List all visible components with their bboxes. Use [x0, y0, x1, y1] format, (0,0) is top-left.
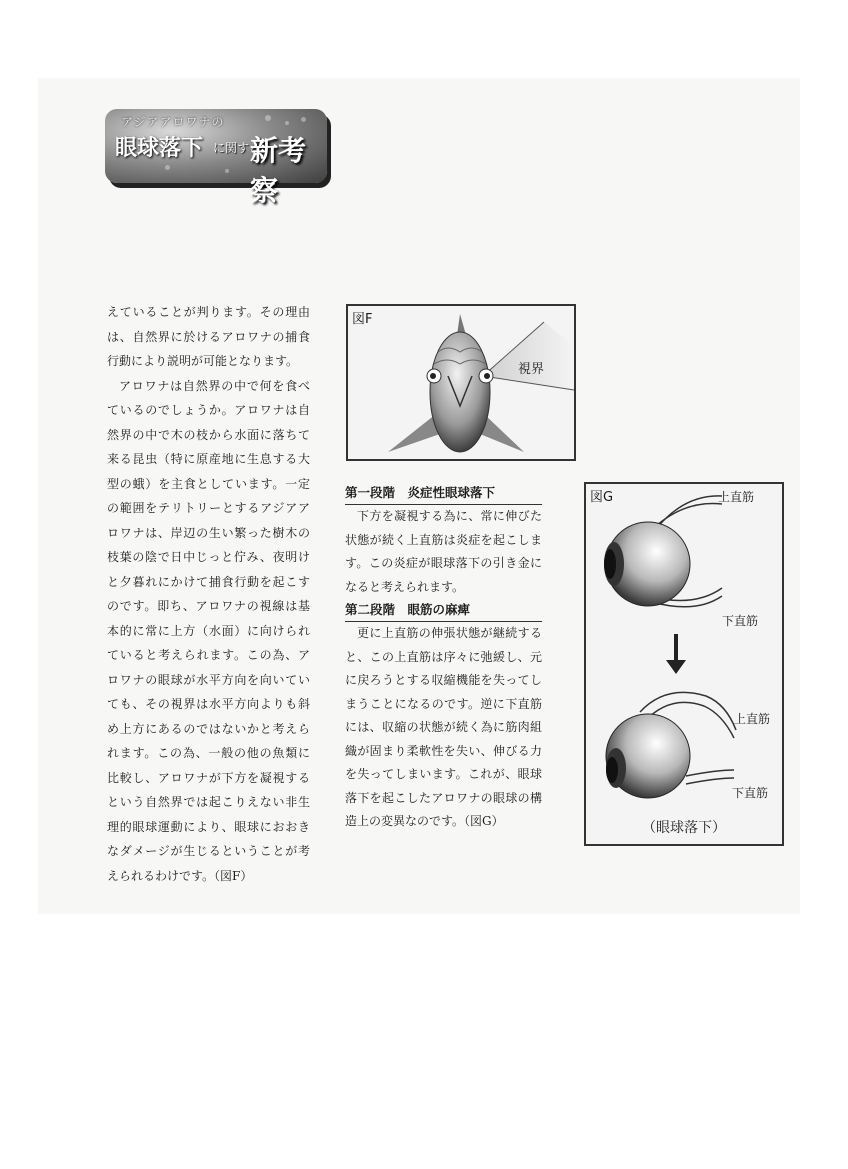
lower-muscle-label: 下直筋 [722, 614, 759, 628]
banner-big-title: 新考察 [250, 134, 307, 207]
water-drop [165, 165, 170, 170]
lower-muscle-label: 下直筋 [732, 786, 769, 800]
banner-subtitle: アジアアロワナの [121, 115, 225, 129]
water-drop [265, 115, 271, 121]
figure-g-label: 図G [590, 490, 614, 505]
water-drop [225, 169, 229, 173]
section-heading-2: 第二段階 眼筋の麻痺 [345, 599, 542, 622]
banner-main-title: 眼球落下 [115, 136, 204, 161]
figure-g [584, 482, 784, 846]
upper-muscle-label: 上直筋 [734, 712, 771, 726]
paragraph: 下方を凝視する為に、常に伸びた状態が続く上直筋は炎症を起こします。この炎症が眼球落下の引き金になると考えられます。 [345, 509, 542, 594]
upper-muscle-label: 上直筋 [718, 490, 755, 504]
fish-illustration [348, 306, 574, 459]
paragraph: えていることが判ります。その理由は、自然界に於けるアロワナの捕食行動により説明が可能となります。 [107, 305, 310, 368]
figure-f [346, 304, 576, 461]
title-banner [105, 109, 327, 207]
banner-connector: に関する [213, 141, 262, 155]
figure-g-caption: （眼球落下） [642, 820, 726, 836]
water-drop [285, 121, 289, 125]
middle-column [345, 482, 542, 834]
paragraph: アロワナは自然界の中で何を食べているのでしょうか。アロワナは自然界の中で木の枝から水面に落ちて来る昆虫（特に原産地に生息する大型の蛾）を主食としています。一定の範囲をテリトリーとするアジアアロワナは、岸辺の生い繁った樹木の枝葉の陰で日中じっと佇み、夜明けと夕暮れにかけて捕食行動を起こすのです。即ち、アロワナの視線は基本的に常に上方（水面）に向けられていると考えられます。この為、アロワナの眼球が水平方向を向いていても、その視界は水平方向よりも斜め上方にあるのではないかと考えられます。この為、一般の他の魚類に比較し、アロワナが下方を凝視するという自然界では起こりえない非生理的眼球運動により、眼球におおきなダメージが生じるということが考えられるわけです。（図F） [107, 378, 310, 883]
view-label: 視界 [518, 362, 545, 377]
paragraph: 更に上直筋の伸張状態が継続すると、この上直筋は序々に弛緩し、元に戻ろうとする収縮機能を失ってしまうことになるのです。逆に下直筋には、収縮の状態が続く為に筋肉組織が固まり柔軟性を失い、伸びる力を失ってしまいます。これが、眼球落下を起こしたアロワナの眼球の構造上の変異なのです。（図G） [345, 626, 542, 828]
figure-f-label: 図F [352, 312, 373, 327]
left-column [107, 300, 310, 888]
water-drop [301, 117, 306, 122]
section-heading-1: 第一段階 炎症性眼球落下 [345, 482, 542, 505]
